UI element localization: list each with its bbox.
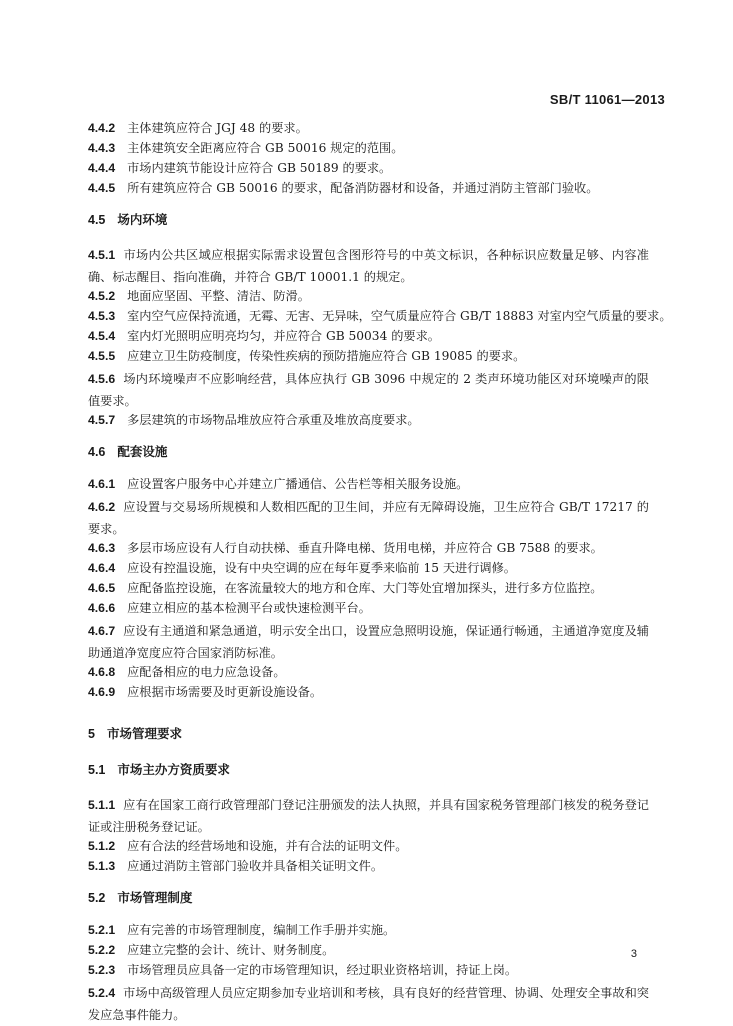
clause-text: 应配备监控设施，在客流量较大的地方和仓库、大门等处宜增加探头，进行多方位监控。 [127, 581, 603, 595]
clause-4-6-8 [88, 664, 649, 680]
page-number: 3 [630, 948, 637, 960]
clause-number: 5.1.3 [88, 859, 116, 873]
clause-text: 多层市场应设有人行自动扶梯、垂直升降电梯、货用电梯，并应符合 GB 7588 的要求。 [127, 541, 603, 555]
clause-text: 市场内建筑节能设计应符合 GB 50189 的要求。 [127, 161, 392, 175]
clause-text: 应配备相应的电力应急设备。 [127, 665, 286, 679]
clause-4-6-2 [88, 496, 649, 540]
heading-text: 市场管理制度 [117, 890, 193, 905]
clause-number: 4.6.2 [88, 500, 116, 514]
clause-text: 应建立相应的基本检测平台或快速检测平台。 [127, 601, 371, 615]
clause-text: 场内环境噪声不应影响经营，具体应执行 GB 3096 中规定的 2 类声环境功能区对环境噪声的限值要求。 [88, 372, 649, 408]
heading-number: 5.1 [88, 763, 106, 777]
clause-number: 4.5.6 [88, 372, 116, 386]
heading-text: 市场主办方资质要求 [117, 762, 230, 777]
clause-5-1-2 [88, 838, 649, 854]
chapter-title: 市场管理要求 [106, 726, 182, 741]
section-heading-4-5 [88, 212, 649, 228]
clause-number: 4.6.3 [88, 541, 116, 555]
clause-4-5-5 [88, 348, 649, 364]
clause-number: 4.5.2 [88, 289, 116, 303]
clause-number: 4.6.9 [88, 685, 116, 699]
chapter-heading-5 [88, 726, 649, 742]
clause-text: 室内灯光照明应明亮均匀，并应符合 GB 50034 的要求。 [127, 329, 440, 343]
clause-text: 应通过消防主管部门验收并具备相关证明文件。 [127, 859, 384, 873]
clause-4-5-6 [88, 368, 649, 412]
clause-5-1-3 [88, 858, 649, 874]
clause-4-5-7 [88, 412, 649, 428]
heading-number: 4.6 [88, 445, 106, 459]
clause-4-6-5 [88, 580, 649, 596]
clause-4-4-4 [88, 160, 649, 176]
section-heading-5-1 [88, 762, 649, 778]
heading-text: 场内环境 [117, 212, 168, 227]
clause-number: 4.6.7 [88, 624, 116, 638]
clause-text: 应设置与交易场所规模和人数相匹配的卫生间，并应有无障碍设施，卫生应符合 GB/T 17217 的要求。 [88, 500, 649, 536]
heading-number: 5.2 [88, 891, 106, 905]
clause-4-4-2 [88, 120, 649, 136]
clause-text: 市场管理员应具备一定的市场管理知识，经过职业资格培训，持证上岗。 [127, 963, 518, 977]
clause-text: 主体建筑安全距离应符合 GB 50016 规定的范围。 [127, 141, 404, 155]
clause-5-2-4 [88, 982, 649, 1026]
clause-number: 4.6.6 [88, 601, 116, 615]
clause-number: 4.6.8 [88, 665, 116, 679]
clause-number: 4.4.3 [88, 141, 116, 155]
clause-number: 4.6.4 [88, 561, 116, 575]
clause-number: 4.4.2 [88, 121, 116, 135]
clause-number: 4.4.4 [88, 161, 116, 175]
clause-number: 4.5.5 [88, 349, 116, 363]
clause-4-6-7 [88, 620, 649, 664]
clause-text: 所有建筑应符合 GB 50016 的要求，配备消防器材和设备，并通过消防主管部门验收。 [127, 181, 599, 195]
clause-text: 应建立完整的会计、统计、财务制度。 [127, 943, 335, 957]
clause-4-5-4 [88, 328, 649, 344]
clause-text: 应设有控温设施，设有中央空调的应在每年夏季来临前 15 天进行调修。 [127, 561, 516, 575]
clause-number: 4.6.5 [88, 581, 116, 595]
clause-4-6-4 [88, 560, 649, 576]
clause-text: 应有在国家工商行政管理部门登记注册颁发的法人执照，并具有国家税务管理部门核发的税务登记证或注册税务登记证。 [88, 798, 649, 834]
clause-number: 4.5.7 [88, 413, 116, 427]
clause-text: 应有完善的市场管理制度，编制工作手册并实施。 [127, 923, 396, 937]
chapter-number: 5 [88, 727, 95, 741]
clause-text: 市场中高级管理人员应定期参加专业培训和考核，具有良好的经营管理、协调、处理安全事故和突发应急事件能力。 [88, 986, 649, 1022]
clause-number: 5.2.3 [88, 963, 116, 977]
clause-4-4-3 [88, 140, 649, 156]
clause-number: 5.2.4 [88, 986, 116, 1000]
clause-4-5-1 [88, 244, 649, 288]
clause-text: 室内空气应保持流通，无霉、无害、无异味，空气质量应符合 GB/T 18883 对室内空气质量的要求。 [127, 309, 672, 323]
clause-5-1-1 [88, 794, 649, 838]
heading-text: 配套设施 [117, 444, 168, 459]
clause-text: 应有合法的经营场地和设施，并有合法的证明文件。 [127, 839, 408, 853]
section-heading-4-6 [88, 444, 649, 460]
document-body [88, 120, 672, 1026]
clause-text: 应设置客户服务中心并建立广播通信、公告栏等相关服务设施。 [127, 477, 469, 491]
clause-number: 4.4.5 [88, 181, 116, 195]
heading-number: 4.5 [88, 213, 106, 227]
clause-4-5-2 [88, 288, 649, 304]
clause-text: 应设有主通道和紧急通道，明示安全出口，设置应急照明设施，保证通行畅通，主通道净宽度及辅助通道净宽度应符合国家消防标准。 [88, 624, 649, 660]
clause-5-2-2 [88, 942, 649, 958]
clause-4-5-3 [88, 308, 672, 324]
clause-number: 4.5.1 [88, 248, 116, 262]
clause-text: 应建立卫生防疫制度，传染性疾病的预防措施应符合 GB 19085 的要求。 [127, 349, 526, 363]
clause-4-6-9 [88, 684, 649, 700]
clause-number: 5.1.2 [88, 839, 116, 853]
clause-number: 4.6.1 [88, 477, 116, 491]
clause-4-6-1 [88, 476, 649, 492]
clause-5-2-3 [88, 962, 649, 978]
section-heading-5-2 [88, 890, 649, 906]
standard-code-header: SB/T 11061—2013 [549, 92, 665, 107]
clause-5-2-1 [88, 922, 649, 938]
clause-4-6-3 [88, 540, 649, 556]
clause-text: 应根据市场需要及时更新设施设备。 [127, 685, 323, 699]
clause-number: 4.5.4 [88, 329, 116, 343]
clause-4-6-6 [88, 600, 649, 616]
clause-4-4-5 [88, 180, 649, 196]
clause-text: 主体建筑应符合 JGJ 48 的要求。 [127, 121, 308, 135]
clause-number: 5.1.1 [88, 798, 116, 812]
clause-number: 4.5.3 [88, 309, 116, 323]
clause-text: 市场内公共区域应根据实际需求设置包含图形符号的中英文标识，各种标识应数量足够、内容准确、标志醒目、指向准确，并符合 GB/T 10001.1 的规定。 [88, 248, 649, 284]
clause-number: 5.2.1 [88, 923, 116, 937]
clause-text: 地面应坚固、平整、清洁、防滑。 [127, 289, 310, 303]
clause-text: 多层建筑的市场物品堆放应符合承重及堆放高度要求。 [127, 413, 420, 427]
clause-number: 5.2.2 [88, 943, 116, 957]
